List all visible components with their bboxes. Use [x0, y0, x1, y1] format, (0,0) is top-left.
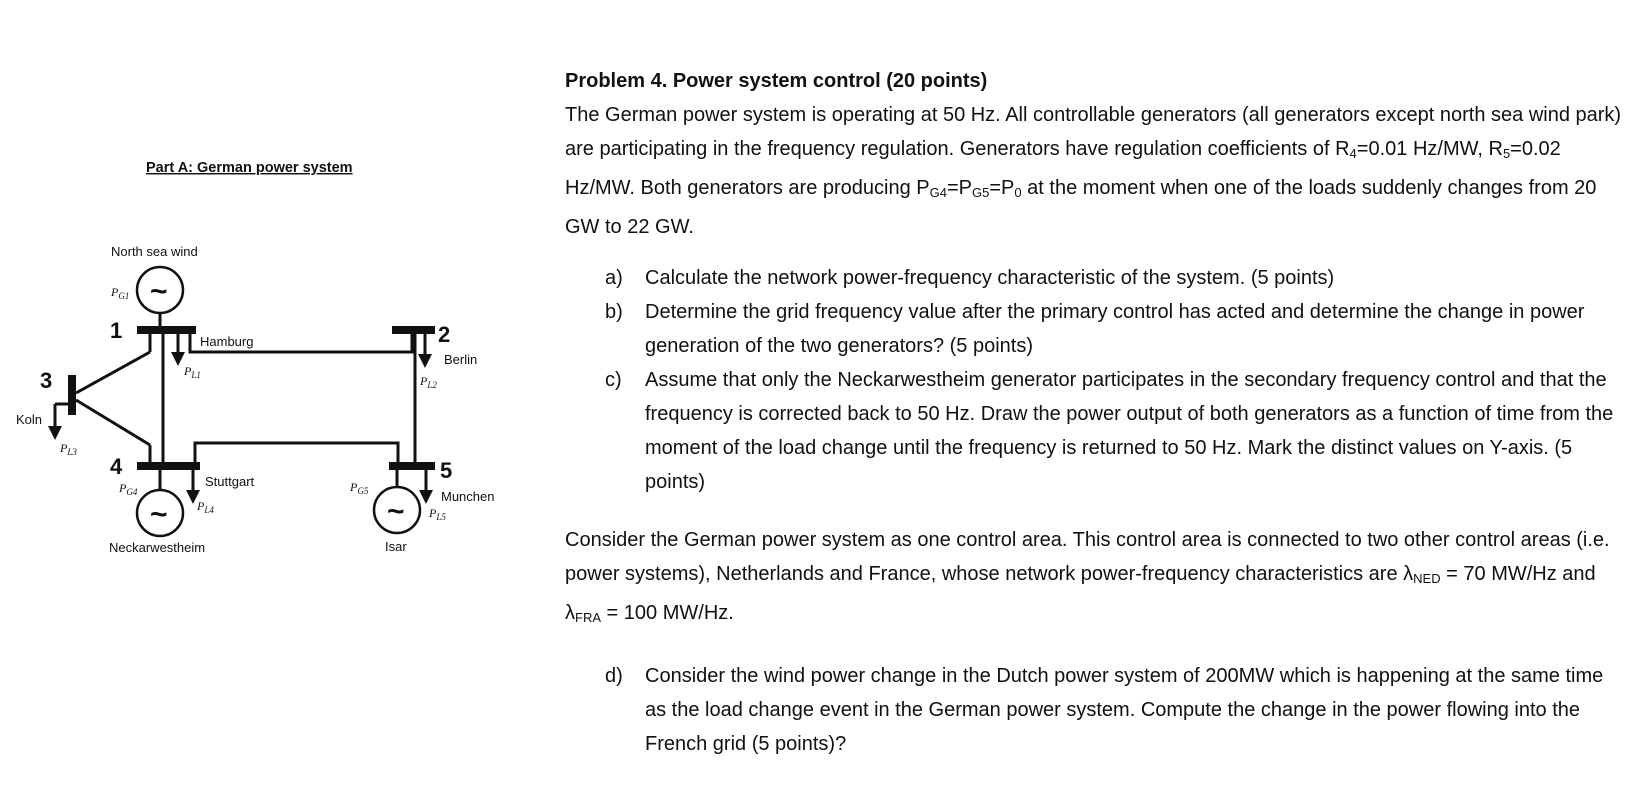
label-hamburg: Hamburg	[200, 334, 254, 349]
generator-g4-glyph: ~	[150, 498, 168, 531]
bus-2-number: 2	[438, 322, 451, 347]
label-pl1: $P_{L1}$	[184, 364, 201, 380]
label-munchen: Munchen	[441, 489, 495, 504]
bus-3-number: 3	[40, 368, 53, 393]
label-pg1: $P_{G1}$	[111, 285, 130, 301]
line-4-5	[195, 443, 398, 466]
label-stuttgart: Stuttgart	[205, 474, 255, 489]
list-item-d	[565, 659, 1625, 761]
line-3-1	[76, 352, 150, 393]
consider-paragraph: Consider the German power system as one control area. This control area is connected to two other control areas (i.e. power systems), Netherlands and France, whose network power-frequency characteristics are $\lambda_{NED} = 70$ MW/Hz and $\lambda_{FRA} = 100$ MW/Hz.	[565, 529, 1610, 625]
label-pl2: $P_{L2}$	[420, 374, 437, 390]
label-pl4: $P_{L4}$	[197, 499, 214, 515]
part-a-title: Part A: German power system	[146, 160, 353, 176]
bus-4-number: 4	[110, 454, 123, 479]
item-text: Assume that only the Neckarwestheim generator participates in the secondary frequency control and that the frequency is corrected back to 50 Hz. Draw the power output of both generators as a function of time from the moment of the load change until the frequency is returned to 50 Hz. Mark the distinct values on Y-axis. (5 points)	[645, 369, 1614, 493]
load-pl2-arrow-icon	[418, 354, 432, 368]
item-text: Consider the wind power change in the Dutch power system of 200MW which is happening at the same time as the load change event in the German power system. Compute the change in the power flowing into the French grid (5 points)?	[645, 665, 1604, 755]
list-item	[565, 261, 1625, 295]
item-label: c)	[605, 369, 622, 391]
power-system-diagram	[0, 0, 540, 808]
list-item	[565, 363, 1625, 499]
label-berlin: Berlin	[444, 352, 478, 367]
bus-5-number: 5	[440, 458, 453, 483]
label-koln: Koln	[16, 412, 43, 427]
load-pl3-arrow-icon	[48, 426, 62, 440]
load-pl1-arrow-icon	[171, 352, 185, 366]
item-label: b)	[605, 301, 623, 323]
list-item	[565, 295, 1625, 363]
item-text: Determine the grid frequency value after the primary control has acted and determine the change in power generation of the two generators? (5 points)	[645, 301, 1585, 357]
problem-text	[565, 64, 1625, 761]
generator-g1-glyph: ~	[150, 275, 168, 308]
question-list-abc	[565, 261, 1625, 499]
label-pg4: $P_{G4}$	[119, 481, 138, 497]
problem-intro: The German power system is operating at 50 Hz. All controllable generators (all generators except north sea wind park) are participating in the frequency regulation. Generators have regulation coefficients of $R_4=0.01$ Hz/MW, $R_5=0.02$ Hz/MW. Both generators are producing $P_{G4}=P_{G5}=P_0$ at the moment when one of the loads suddenly changes from 20 GW to 22 GW.	[565, 104, 1622, 238]
generator-g5-glyph: ~	[387, 495, 405, 528]
bus-1-number: 1	[110, 318, 123, 343]
problem-title: Problem 4. Power system control (20 points)	[565, 70, 988, 92]
label-isar: Isar	[385, 539, 407, 554]
line-3-4	[76, 400, 150, 445]
item-label: d)	[605, 665, 623, 687]
item-label: a)	[605, 267, 623, 289]
label-pl5: $P_{L5}$	[429, 506, 446, 522]
item-text: Calculate the network power-frequency characteristic of the system. (5 points)	[645, 267, 1335, 289]
label-pl3: $P_{L3}$	[60, 441, 77, 457]
label-pg5: $P_{G5}$	[350, 480, 369, 496]
label-neckarwestheim: Neckarwestheim	[109, 540, 206, 555]
label-north-sea-wind: North sea wind	[111, 244, 198, 259]
load-pl5-arrow-icon	[419, 490, 433, 504]
